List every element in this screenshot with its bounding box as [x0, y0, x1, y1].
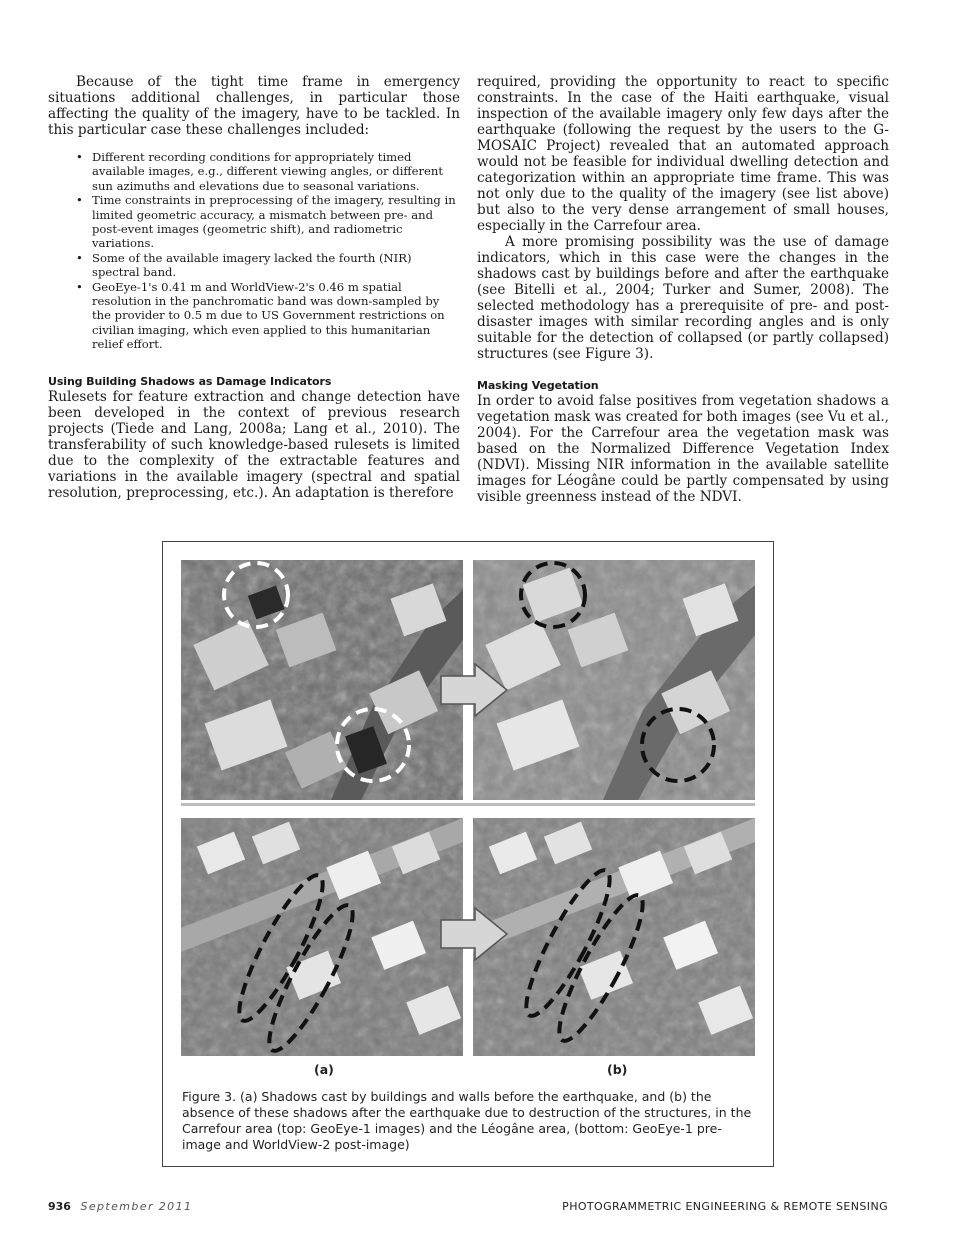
list-item: • GeoEye-1's 0.41 m and WorldView-2's 0.46 m spatial resolution in the panchromatic band was down-sampled by the provider to 0.5 m due to US Government restrictions on civilian imaging, which even applied to this humanitarian relief effort.: [92, 280, 460, 352]
page-footer-left: [48, 1200, 192, 1213]
journal-name: PHOTOGRAMMETRIC ENGINEERING & REMOTE SENSING: [562, 1200, 888, 1213]
list-item: • Some of the available imagery lacked the fourth (NIR) spectral band.: [92, 251, 460, 280]
left-column: [48, 74, 460, 501]
section-heading-shadows: Using Building Shadows as Damage Indicators: [48, 374, 332, 388]
panel-label-b: (b): [607, 1062, 628, 1077]
intro-paragraph: Because of the tight time frame in emergency situations additional challenges, in particular those affecting the quality of the imagery, have to be tackled. In this particular case these challenges included:: [48, 74, 460, 138]
satellite-image-bottom-left: [181, 818, 463, 1056]
panel-label-a: (a): [314, 1062, 334, 1077]
right-column: [477, 74, 889, 505]
list-item: • Time constraints in preprocessing of the imagery, resulting in limited geometric accuracy, a mismatch between pre- and post-event images (geometric shift), and radiometric variations.: [92, 193, 460, 251]
figure-caption: Figure 3. (a) Shadows cast by buildings and walls before the earthquake, and (b) the absence of these shadows after the earthquake due to destruction of the structures, in the Carrefour area (top: GeoEye-1 images) and the Léogâne area, (bottom: GeoEye-1 pre-image and WorldView-2 post-image): [182, 1089, 752, 1152]
page-number: 936: [48, 1200, 71, 1213]
list-item: • Different recording conditions for appropriately timed available images, e.g., different viewing angles, or different sun azimuths and elevations due to seasonal variations.: [92, 150, 460, 193]
panel-divider: [181, 803, 755, 806]
section-paragraph-shadows: Rulesets for feature extraction and change detection have been developed in the context of previous research projects (Tiede and Lang, 2008a; Lang et al., 2010). The transferability of such knowledge-based rulesets is limited due to the complexity of the extractable features and variations in the available imagery (spectral and spatial resolution, preprocessing, etc.). An adaptation is therefore: [48, 388, 460, 501]
satellite-image-top-left: [181, 560, 463, 800]
damage-indicator-paragraph: A more promising possibility was the use of damage indicators, which in this case were the changes in the shadows cast by buildings before and after the earthquake (see Bitelli et al., 2004; Turker and Sumer, 2008). The selected methodology has a prerequisite of pre- and post-disaster images with similar recording angles and is only suitable for the detection of collapsed (or partly collapsed) structures (see Figure 3).: [477, 234, 889, 362]
satellite-image-top-right: [473, 560, 755, 800]
figure-3: [162, 541, 774, 1167]
issue-date: September 2011: [80, 1200, 193, 1213]
section-heading-vegetation: Masking Vegetation: [477, 379, 599, 392]
arrow-right-icon: [439, 662, 509, 718]
continuation-paragraph: required, providing the opportunity to react to specific constraints. In the case of the Haiti earthquake, visual inspection of the available imagery only few days after the earthquake (following the request by the users to the G-MOSAIC Project) revealed that an automated approach would not be feasible for individual dwelling detection and categorization within an appropriate time frame. This was not only due to the quality of the imagery (see list above) but also to the very dense arrangement of small houses, especially in the Carrefour area.: [477, 74, 889, 234]
satellite-image-bottom-right: [473, 818, 755, 1056]
challenges-list: [48, 150, 460, 352]
arrow-right-icon: [439, 906, 509, 962]
section-paragraph-vegetation: In order to avoid false positives from vegetation shadows a vegetation mask was created for both images (see Vu et al., 2004). For the Carrefour area the vegetation mask was based on the Normalized Difference Vegetation Index (NDVI). Missing NIR information in the available satellite images for Léogâne could be partly compensated by using visible greenness instead of the NDVI.: [477, 393, 889, 505]
